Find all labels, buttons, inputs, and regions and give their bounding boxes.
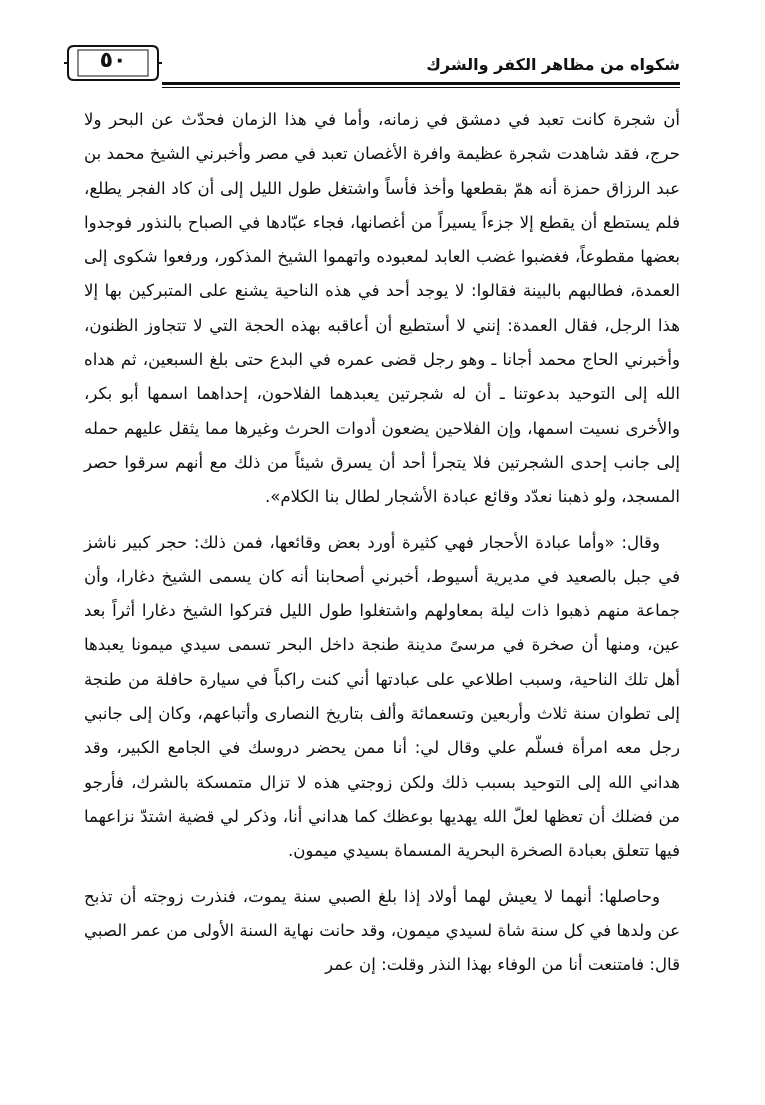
page-body <box>84 103 680 982</box>
running-title: شكواه من مظاهر الكفر والشرك <box>426 55 680 74</box>
header-rule-thick <box>162 82 680 85</box>
page-header <box>62 38 680 94</box>
paragraph: وحاصلها: أنهما لا يعيش لهما أولاد إذا بلغ الصبي سنة يموت، فنذرت زوجته أن تذبح عن ولدها في كل سنة شاة لسيدي ميمون، وقد حانت نهاية السنة الأولى من عمر الصبي قال: فامتنعت أنا من الوفاء بهذا النذر وقلت: إن عمر <box>84 886 680 975</box>
page-number-badge <box>64 42 162 84</box>
page-number: ٥٠ <box>99 48 127 73</box>
paragraph: وقال: «وأما عبادة الأحجار فهي كثيرة أورد بعض وقائعها، فمن ذلك: حجر كبير ناشز في جبل بالصعيد في مديرية أسيوط، أخبرني أصحابنا أنه كان يسمى الشيخ دغارا، وأن جماعة منهم ذهبوا ذات ليلة بمعاولهم واشتغلوا طول الليل فتركوا الشيخ دغارا أثراً بعد عين، ومنها أن صخرة في مرسىً مدينة طنجة داخل البحر تسمى سيدي ميمونا يعبدها أهل تلك الناحية، وسبب اطلاعي على عبادتها أني كنت راكباً في سيارة حافلة من طنجة إلى تطوان سنة ثلاث وأربعين وتسعمائة وألف بتاريخ النصارى وأتباعهم، وكان إلى جانبي رجل معه امرأة فسلّم علي وقال لي: أنا ممن يحضر دروسك في الجامع الكبير، وقد هداني الله إلى التوحيد بسبب ذلك ولكن زوجتي هذه لا تزال متمسكة بالشرك، فأرجو من فضلك أن تعظها لعلّ الله يهديها بوعظك كما هداني أنا، وذكر لي قضية اشتدّ نزاعهما فيها تتعلق بعبادة الصخرة البحرية المسماة بسيدي ميمون. <box>84 532 680 861</box>
header-rule-thin <box>162 87 680 88</box>
paragraph: أن شجرة كانت تعبد في دمشق في زمانه، وأما في هذا الزمان فحدّث عن البحر ولا حرج، فقد شاهدت شجرة عظيمة وافرة الأغصان تعبد في مصر وأخبرني الشيخ محمد بن عبد الرزاق حمزة أنه همّ بقطعها وأخذ فأساً واشتغل طول الليل إلى أن كاد الفجر يطلع، فلم يستطع أن يقطع إلا جزءاً يسيراً من أغصانها، فجاء عبّادها في الصباح بالنذور فوجدوا بعضها مقطوعاً، فغضبوا غضب العابد لمعبوده واتهموا الشيخ المذكور، ورفعوا شكوى إلى العمدة، فطالبهم بالبينة فقالوا: لا يوجد أحد في هذه الناحية يشنع على المتبركين بها إلا هذا الرجل، فقال العمدة: إنني لا أستطيع أن أعاقبه بهذه الحجة التي لا تتجاوز الظنون، وأخبرني الحاج محمد أجانا ـ وهو رجل قضى عمره في البدع حتى بلغ السبعين، ثم هداه الله إلى التوحيد بدعوتنا ـ أن له شجرتين يعبدهما الفلاحون، إحداهما اسمها أبو بكر، والأخرى نسيت اسمها، وإن الفلاحين يضعون أدوات الحرث وغيرها مما يثقل عليهم حمله إلى جانب إحدى الشجرتين فلا يتجرأ أحد أن يسرق شيئاً من ذلك مع أنهم سرقوا حصر المسجد، ولو ذهبنا نعدّد وقائع عبادة الأشجار لطال بنا الكلام». <box>84 110 680 507</box>
